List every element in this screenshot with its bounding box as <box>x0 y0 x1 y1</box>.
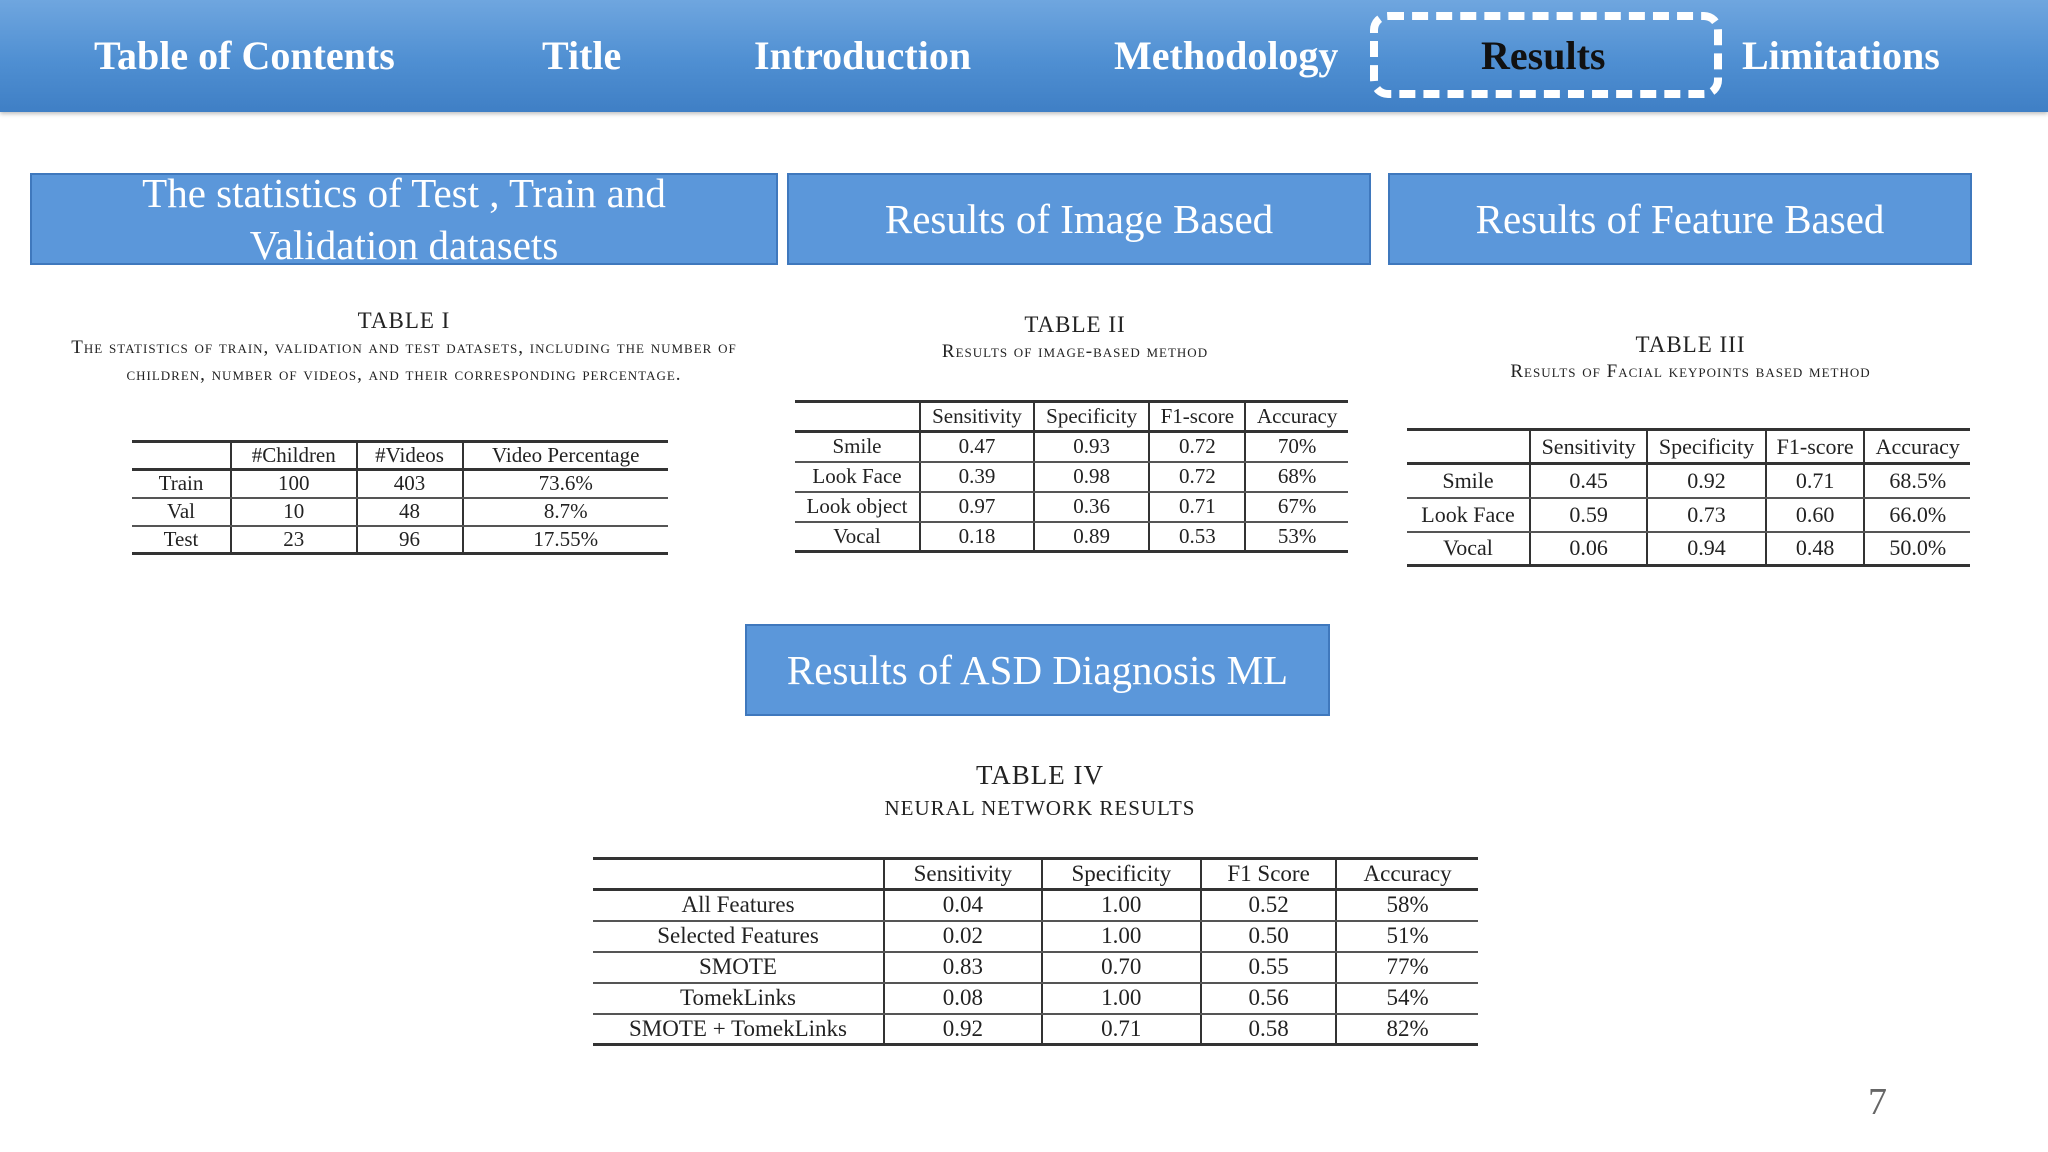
table-cell: 0.93 <box>1034 432 1149 462</box>
table-cell: All Features <box>593 890 884 921</box>
table-cell: SMOTE <box>593 952 884 983</box>
table-cell: SMOTE + TomekLinks <box>593 1014 884 1045</box>
table-cell: 0.08 <box>884 983 1042 1014</box>
table3-caption <box>1408 332 1973 385</box>
section-header-label: Results of ASD Diagnosis ML <box>786 647 1289 693</box>
table-header-cell <box>795 402 920 432</box>
table-cell: Vocal <box>795 522 920 552</box>
table4-caption <box>640 760 1440 825</box>
table-header-cell <box>132 442 231 470</box>
table-row <box>132 470 668 498</box>
table-row <box>795 522 1348 552</box>
table-cell: 58% <box>1336 890 1478 921</box>
table-cell: 100 <box>231 470 357 498</box>
table-cell: 8.7% <box>463 498 669 526</box>
table-header-cell: Specificity <box>1647 430 1766 464</box>
table-cell: 0.94 <box>1647 532 1766 566</box>
table-cell: 0.02 <box>884 921 1042 952</box>
section-header-label: Results of Image Based <box>884 196 1274 242</box>
table-cell: 0.70 <box>1042 952 1201 983</box>
section-header-label: Results of Feature Based <box>1475 196 1885 242</box>
table-cell: 0.53 <box>1149 522 1245 552</box>
table-cell: 1.00 <box>1042 921 1201 952</box>
section-header-feature-based <box>1388 173 1972 265</box>
table-cell: 82% <box>1336 1014 1478 1045</box>
table-row <box>132 526 668 554</box>
table-cell: 54% <box>1336 983 1478 1014</box>
table-cell: 1.00 <box>1042 890 1201 921</box>
table-cell: 68.5% <box>1864 464 1970 498</box>
table3-title: TABLE III <box>1635 332 1746 357</box>
table4-description: NEURAL NETWORK RESULTS <box>884 796 1196 820</box>
nav-item-table-of-contents[interactable]: Table of Contents <box>94 33 395 78</box>
section-header-image-based <box>787 173 1371 265</box>
table-cell: Look object <box>795 492 920 522</box>
table-header-cell: Accuracy <box>1864 430 1970 464</box>
table-header-cell: Specificity <box>1042 859 1201 890</box>
nav-item-methodology[interactable]: Methodology <box>1114 33 1339 78</box>
table-cell: 0.71 <box>1042 1014 1201 1045</box>
table3-description: Results of Facial keypoints based method <box>1510 361 1871 382</box>
table3-feature-based-results <box>1407 428 1970 567</box>
table-cell: 0.50 <box>1201 921 1336 952</box>
table-header-cell: #Children <box>231 442 357 470</box>
table-cell: 0.92 <box>884 1014 1042 1045</box>
table-cell: Train <box>132 470 231 498</box>
table1-dataset-statistics <box>132 440 668 555</box>
table-cell: Selected Features <box>593 921 884 952</box>
table-cell: 66.0% <box>1864 498 1970 532</box>
nav-item-results[interactable]: Results <box>1481 33 1606 78</box>
table-header-cell: Sensitivity <box>1530 430 1647 464</box>
nav-item-title[interactable]: Title <box>542 33 622 78</box>
table-cell: 0.73 <box>1647 498 1766 532</box>
table-cell: 0.18 <box>920 522 1034 552</box>
table-row <box>795 462 1348 492</box>
table-cell: 0.72 <box>1149 432 1245 462</box>
table-cell: 0.92 <box>1647 464 1766 498</box>
table-cell: 73.6% <box>463 470 669 498</box>
nav-item-limitations[interactable]: Limitations <box>1742 33 1940 78</box>
table2-title: TABLE II <box>1024 312 1126 337</box>
table-cell: 0.36 <box>1034 492 1149 522</box>
table-row <box>132 498 668 526</box>
table-cell: 53% <box>1245 522 1348 552</box>
table-row <box>593 983 1478 1014</box>
top-nav-bar <box>0 0 2048 112</box>
page-number: 7 <box>1868 1081 1887 1123</box>
table-cell: 403 <box>357 470 463 498</box>
table-cell: Val <box>132 498 231 526</box>
table-cell: Test <box>132 526 231 554</box>
table-cell: 0.45 <box>1530 464 1647 498</box>
table-row <box>1407 498 1970 532</box>
section-header-asd-diagnosis-ml <box>745 624 1330 716</box>
table-header-cell <box>1407 430 1530 464</box>
table-cell: 0.39 <box>920 462 1034 492</box>
table4-title: TABLE IV <box>975 760 1105 790</box>
table-row <box>795 492 1348 522</box>
table-cell: 70% <box>1245 432 1348 462</box>
table-cell: Vocal <box>1407 532 1530 566</box>
table-cell: 0.59 <box>1530 498 1647 532</box>
table-cell: 96 <box>357 526 463 554</box>
table-header-cell: F1-score <box>1766 430 1865 464</box>
table-cell: 0.71 <box>1766 464 1865 498</box>
table-header-cell: Accuracy <box>1245 402 1348 432</box>
table-header-cell: Accuracy <box>1336 859 1478 890</box>
table-cell: 0.48 <box>1766 532 1865 566</box>
table-cell: 67% <box>1245 492 1348 522</box>
table-cell: 51% <box>1336 921 1478 952</box>
table-cell: 0.97 <box>920 492 1034 522</box>
table-header-cell: F1-score <box>1149 402 1245 432</box>
table-cell: 0.04 <box>884 890 1042 921</box>
table-header-cell: #Videos <box>357 442 463 470</box>
table-header-cell: Video Percentage <box>463 442 669 470</box>
table-header-cell: Specificity <box>1034 402 1149 432</box>
table-cell: 1.00 <box>1042 983 1201 1014</box>
table-row <box>593 952 1478 983</box>
table-cell: 10 <box>231 498 357 526</box>
table-row <box>1407 464 1970 498</box>
table-cell: 23 <box>231 526 357 554</box>
table-cell: Look Face <box>795 462 920 492</box>
table-cell: 68% <box>1245 462 1348 492</box>
table-row <box>593 921 1478 952</box>
table-cell: 0.47 <box>920 432 1034 462</box>
table-row <box>593 890 1478 921</box>
table-cell: 0.89 <box>1034 522 1149 552</box>
table-cell: 0.60 <box>1766 498 1865 532</box>
table-cell: 0.52 <box>1201 890 1336 921</box>
table-cell: 77% <box>1336 952 1478 983</box>
table1-caption <box>30 308 778 388</box>
table2-description: Results of image-based method <box>941 341 1209 362</box>
table-cell: 0.55 <box>1201 952 1336 983</box>
table-cell: 0.83 <box>884 952 1042 983</box>
table-cell: Look Face <box>1407 498 1530 532</box>
table-cell: 0.72 <box>1149 462 1245 492</box>
table-cell: Smile <box>795 432 920 462</box>
table-header-cell: Sensitivity <box>920 402 1034 432</box>
table4-neural-network-results <box>593 857 1478 1046</box>
table-row <box>1407 532 1970 566</box>
table2-image-based-results <box>795 400 1348 553</box>
table-header-cell: Sensitivity <box>884 859 1042 890</box>
table-cell: 0.56 <box>1201 983 1336 1014</box>
table-header-cell: F1 Score <box>1201 859 1336 890</box>
section-header-label: The statistics of Test , Train and Validation datasets <box>142 170 666 268</box>
table-row <box>593 1014 1478 1045</box>
table-cell: 0.58 <box>1201 1014 1336 1045</box>
table-cell: 50.0% <box>1864 532 1970 566</box>
section-header-dataset-statistics <box>30 170 778 268</box>
table-row <box>795 432 1348 462</box>
nav-item-introduction[interactable]: Introduction <box>754 33 972 78</box>
table1-title: TABLE I <box>357 308 451 333</box>
table-cell: TomekLinks <box>593 983 884 1014</box>
table2-caption <box>795 312 1355 365</box>
table-cell: Smile <box>1407 464 1530 498</box>
table-cell: 17.55% <box>463 526 669 554</box>
table1-description: The statistics of train, validation and test datasets, including the number of children, number of videos, and their corresponding percentage. <box>71 337 737 385</box>
table-cell: 0.06 <box>1530 532 1647 566</box>
table-cell: 0.71 <box>1149 492 1245 522</box>
table-cell: 48 <box>357 498 463 526</box>
table-cell: 0.98 <box>1034 462 1149 492</box>
table-header-cell <box>593 859 884 890</box>
